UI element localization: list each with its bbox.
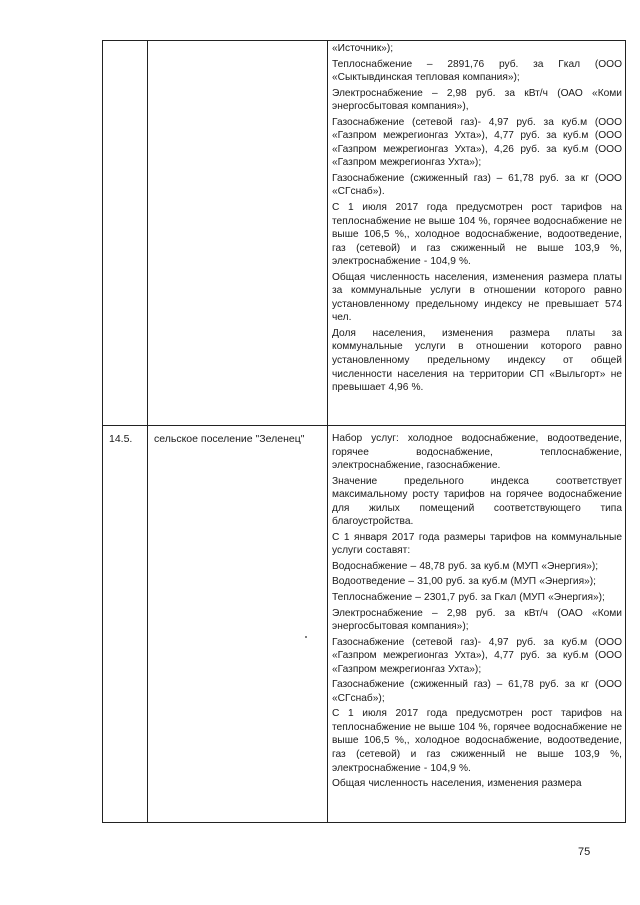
paragraph: С 1 июля 2017 года предусмотрен рост тарифов на теплоснабжение не выше 104 %, горячее водоснабжение не выше 106,5 %,, холодное водоснабжение, водоотведение, газ (сетевой) и газ сжиженный не выше 103,9 %, электроснабжение - 104,9 %.: [332, 708, 622, 774]
paragraph: Водоотведение – 31,00 руб. за куб.м (МУП «Энергия»);: [332, 576, 596, 588]
page-number: 75: [578, 846, 591, 858]
paragraph: Набор услуг: холодное водоснабжение, водоотведение, горячее водоснабжение, теплоснабжение, электроснабжение, газоснабжение.: [332, 433, 622, 472]
paragraph: С 1 июля 2017 года предусмотрен рост тарифов на теплоснабжение не выше 104 %, горячее водоснабжение не выше 106,5 %,, холодное водоснабжение, водоотведение, газ (сетевой) и газ сжиженный не выше 103,9 %, электроснабжение - 104,9 %.: [332, 202, 622, 268]
paragraph: С 1 января 2017 года размеры тарифов на коммунальные услуги составят:: [332, 531, 622, 557]
paragraph: Доля населения, изменения размера платы за коммунальные услуги в отношении которого равно установленному предельному индексу от общей численности населения на территории СП «Выльгорт» не превышает 4,96 %.: [332, 327, 622, 394]
paragraph: Водоснабжение – 48,78 руб. за куб.м (МУП «Энергия»);: [332, 560, 599, 572]
paragraph: Газоснабжение (сжиженный газ) – 61,78 руб. за кг (ООО «СГснаб»);: [332, 679, 622, 704]
paragraph: Теплоснабжение – 2301,7 руб. за Гкал (МУП «Энергия»);: [332, 592, 605, 604]
scan-speck: [305, 636, 307, 638]
settlement-name-cell: [148, 426, 328, 823]
paragraph: Газоснабжение (сетевой газ)- 4,97 руб. за куб.м (ООО «Газпром межрегионгаз Ухта»), 4,77 руб. за куб.м (ООО «Газпром межрегионгаз Ухта»);: [332, 636, 622, 675]
row-number-cell: [103, 426, 148, 823]
settlement-name: сельское поселение "Зеленец": [154, 433, 305, 445]
tariff-table: [102, 40, 626, 823]
row-number-cell: [103, 41, 148, 426]
paragraph: «Источник»);: [332, 43, 394, 54]
settlement-name: [148, 41, 327, 48]
description-text: [328, 426, 625, 791]
table-row: [103, 426, 626, 823]
description-text: [328, 41, 625, 395]
paragraph: Общая численность населения, изменения размера: [332, 778, 582, 790]
paragraph: Значение предельного индекса соответствует максимальному росту тарифов на горячее водоснабжение для жилых помещений соответствующего типа благоустройства.: [332, 475, 622, 528]
table-row: [103, 41, 626, 426]
settlement-name-cell: [148, 41, 328, 426]
paragraph: Электроснабжение – 2,98 руб. за кВт/ч (ОАО «Коми энергосбытовая компания»);: [332, 607, 622, 633]
row-number: [103, 41, 147, 48]
paragraph: Общая численность населения, изменения размера платы за коммунальные услуги в отношении которого равно установленному предельному индексу не превышает 574 чел.: [332, 271, 622, 324]
paragraph: Газоснабжение (сжиженный газ) – 61,78 руб. за кг (ООО «СГснаб»).: [332, 172, 622, 198]
description-cell: [328, 426, 626, 823]
description-cell: [328, 41, 626, 426]
paragraph: Газоснабжение (сетевой газ)- 4,97 руб. за куб.м (ООО «Газпром межрегионгаз Ухта»), 4,77 руб. за куб.м (ООО «Газпром межрегионгаз Ухта»), 4,26 руб. за куб.м (ООО «Газпром межрегионгаз Ухта»);: [332, 116, 622, 169]
row-number: 14.5.: [109, 433, 133, 445]
paragraph: Электроснабжение – 2,98 руб. за кВт/ч (ОАО «Коми энергосбытовая компания»),: [332, 87, 622, 113]
paragraph: Теплоснабжение – 2891,76 руб. за Гкал (ООО «Сыктывдинская тепловая компания»);: [332, 58, 622, 84]
